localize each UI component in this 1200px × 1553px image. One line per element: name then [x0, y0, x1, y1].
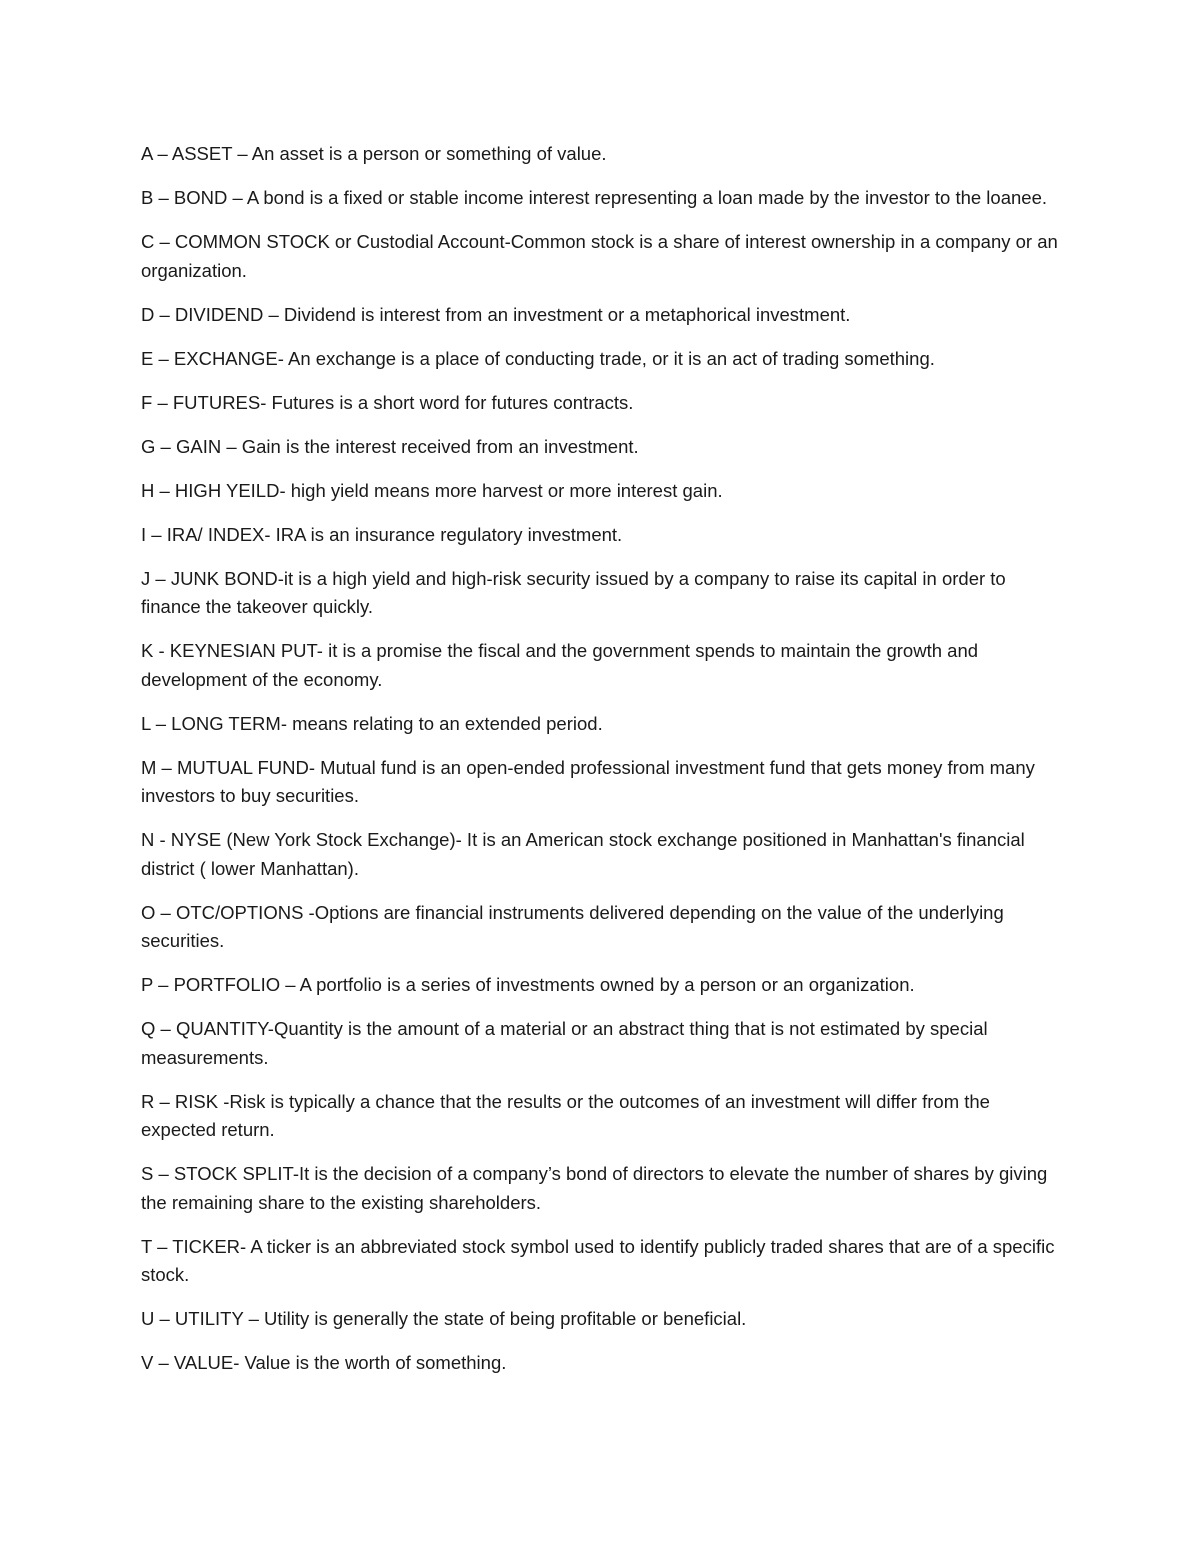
glossary-entry-h: H – HIGH YEILD- high yield means more harvest or more interest gain. [141, 479, 723, 501]
glossary-entry-p: P – PORTFOLIO – A portfolio is a series of investments owned by a person or an organization. [141, 974, 915, 995]
glossary-entry-b: B – BOND – A bond is a fixed or stable income interest representing a loan made by the investor to the loanee. [141, 187, 1048, 208]
glossary-entry-c: C – COMMON STOCK or Custodial Account-Common stock is a share of interest ownership in a company or an organization. [141, 231, 1058, 281]
glossary-entry-i: I – IRA/ INDEX- IRA is an insurance regulatory investment. [141, 523, 623, 545]
glossary-entry-n: N - NYSE (New York Stock Exchange)- It is an American stock exchange positioned in Manhattan's financial district ( lower Manhattan). [141, 829, 1025, 879]
glossary-list [141, 140, 1061, 1393]
glossary-entry-a: A – ASSET – An asset is a person or something of value. [141, 143, 607, 164]
glossary-entry-u: U – UTILITY – Utility is generally the state of being profitable or beneficial. [141, 1308, 747, 1329]
glossary-entry-e: E – EXCHANGE- An exchange is a place of conducting trade, or it is an act of trading something. [141, 347, 935, 369]
glossary-entry-t: T – TICKER- A ticker is an abbreviated stock symbol used to identify publicly traded shares that are of a specific stock. [141, 1235, 1055, 1285]
glossary-entry-m: M – MUTUAL FUND- Mutual fund is an open-ended professional investment fund that gets money from many investors to buy securities. [141, 756, 1035, 806]
glossary-entry-v: V – VALUE- Value is the worth of something. [141, 1352, 507, 1373]
glossary-entry-k: K - KEYNESIAN PUT- it is a promise the fiscal and the government spends to maintain the growth and development of the economy. [141, 640, 979, 690]
glossary-entry-d: D – DIVIDEND – Dividend is interest from an investment or a metaphorical investment. [141, 303, 851, 325]
glossary-entry-o: O – OTC/OPTIONS -Options are financial instruments delivered depending on the value of the underlying securities. [141, 901, 1004, 951]
glossary-entry-s: S – STOCK SPLIT-It is the decision of a company’s bond of directors to elevate the number of shares by giving the remaining share to the existing shareholders. [141, 1163, 1048, 1213]
glossary-entry-r: R – RISK -Risk is typically a chance that the results or the outcomes of an investment will differ from the expected return. [141, 1090, 990, 1140]
glossary-entry-g: G – GAIN – Gain is the interest received from an investment. [141, 435, 639, 457]
glossary-entry-l: L – LONG TERM- means relating to an extended period. [141, 712, 603, 734]
glossary-entry-q: Q – QUANTITY-Quantity is the amount of a material or an abstract thing that is not estimated by special measurements. [141, 1018, 988, 1068]
glossary-entry-f: F – FUTURES- Futures is a short word for futures contracts. [141, 391, 634, 413]
glossary-entry-j: J – JUNK BOND-it is a high yield and high-risk security issued by a company to raise its capital in order to finance the takeover quickly. [141, 567, 1006, 617]
